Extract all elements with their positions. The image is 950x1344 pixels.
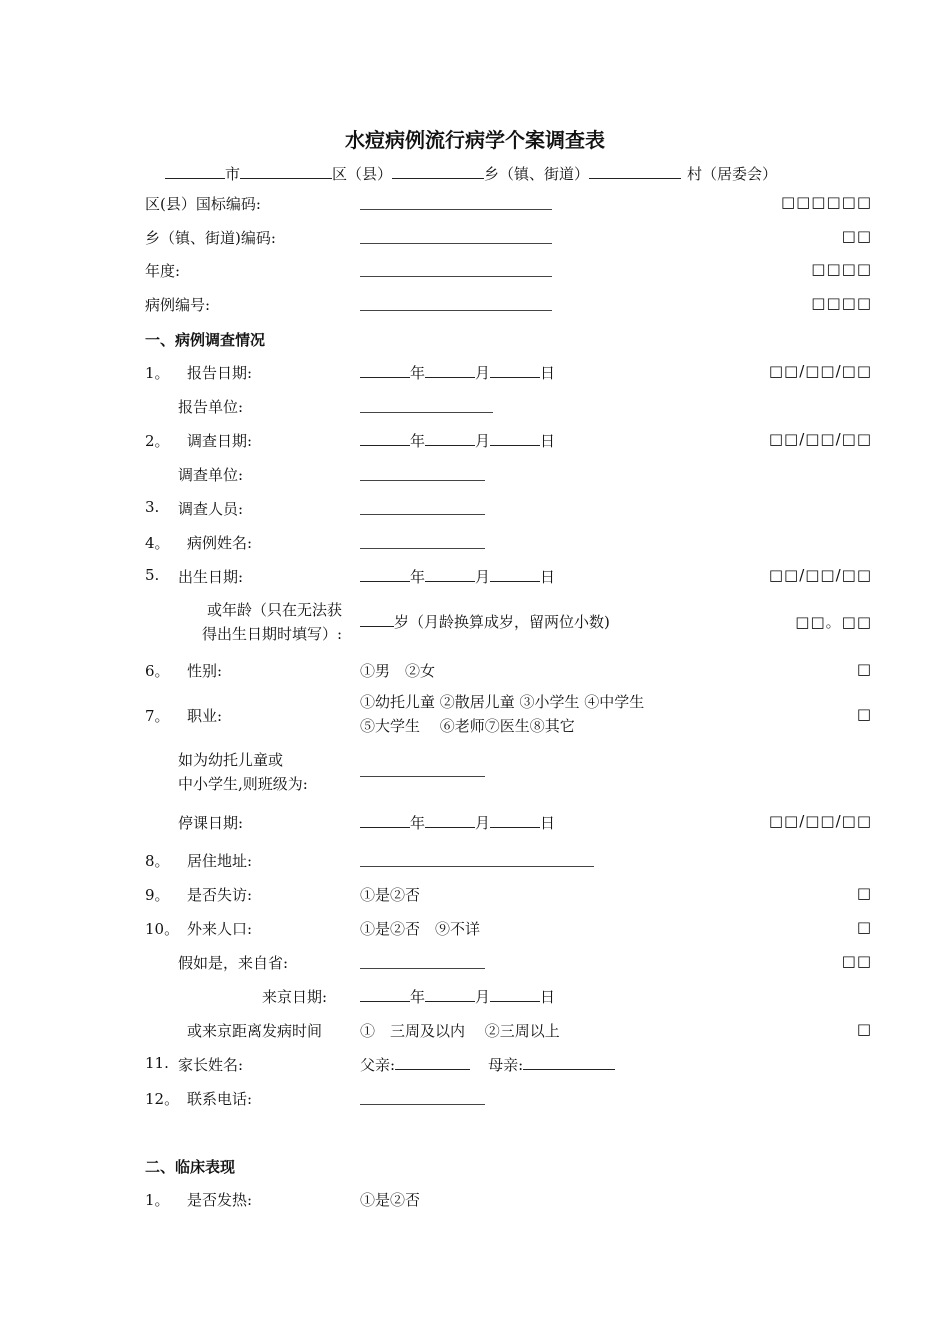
location-line bbox=[165, 163, 777, 184]
investigator-row bbox=[0, 498, 950, 520]
item-label: 来京日期: bbox=[262, 988, 328, 1006]
code-boxes[interactable]: □□□□□□ bbox=[780, 193, 872, 211]
item-label: 职业: bbox=[187, 707, 223, 725]
province-boxes[interactable]: □□ bbox=[841, 952, 872, 970]
item-number: 8。 bbox=[145, 852, 170, 870]
phone-field[interactable] bbox=[360, 1088, 485, 1105]
survey-date-row bbox=[0, 430, 950, 452]
age-boxes[interactable]: □□。□□ bbox=[795, 613, 872, 631]
birth-date-row bbox=[0, 566, 950, 588]
item-label: 或来京距离发病时间 bbox=[187, 1022, 323, 1040]
migrant-box[interactable]: □ bbox=[856, 918, 872, 936]
date-field[interactable]: 年 月 日 bbox=[360, 362, 555, 383]
code-boxes[interactable]: □□□□ bbox=[811, 294, 872, 312]
onset-interval-box[interactable]: □ bbox=[856, 1020, 872, 1038]
township-blank[interactable] bbox=[392, 163, 484, 179]
item-label: 是否发热: bbox=[187, 1191, 253, 1209]
migrant-row bbox=[0, 918, 950, 940]
onset-interval-options[interactable]: ① 三周及以内 ②三周以上 bbox=[360, 1022, 560, 1040]
section-case-investigation: 一、病例调查情况 bbox=[145, 331, 266, 349]
item-label: 假如是，来自省: bbox=[178, 954, 289, 972]
age-label: 或年龄（只在无法获 得出生日期时填写）: bbox=[201, 601, 342, 643]
date-boxes[interactable]: □□/□□/□□ bbox=[768, 362, 872, 380]
village-blank[interactable] bbox=[589, 163, 681, 179]
date-boxes[interactable]: □□/□□/□□ bbox=[768, 430, 872, 448]
item-label: 调查日期: bbox=[187, 432, 253, 450]
date-field[interactable]: 年 月 日 bbox=[360, 986, 555, 1007]
province-field[interactable] bbox=[360, 952, 485, 969]
section-clinical: 二、临床表现 bbox=[145, 1158, 236, 1176]
case-name-row bbox=[0, 532, 950, 554]
sex-options[interactable]: ①男 ②女 bbox=[360, 662, 436, 680]
occupation-box[interactable]: □ bbox=[856, 705, 872, 723]
city-label: 市 bbox=[225, 165, 241, 183]
page-title: 水痘病例流行病学个案调查表 bbox=[345, 128, 605, 152]
item-number: 6。 bbox=[145, 662, 170, 680]
lost-row bbox=[0, 884, 950, 906]
class-field[interactable] bbox=[360, 760, 485, 777]
lost-options[interactable]: ①是②否 bbox=[360, 886, 421, 904]
code-row-case-number bbox=[0, 294, 950, 316]
item-label: 家长姓名: bbox=[178, 1056, 244, 1074]
item-label: 性别: bbox=[187, 662, 223, 680]
fever-row bbox=[0, 1189, 950, 1211]
survey-unit-row bbox=[0, 464, 950, 486]
migrant-options[interactable]: ①是②否 ⑨不详 bbox=[360, 920, 481, 938]
province-row bbox=[0, 952, 950, 974]
date-field[interactable]: 年 月 日 bbox=[360, 430, 555, 451]
item-number: 4。 bbox=[145, 534, 170, 552]
report-unit-field[interactable] bbox=[360, 396, 493, 413]
arrive-date-row bbox=[0, 986, 950, 1008]
fever-options[interactable]: ①是②否 bbox=[360, 1191, 421, 1209]
item-label: 联系电话: bbox=[187, 1090, 253, 1108]
code-field[interactable] bbox=[360, 227, 552, 244]
occupation-row bbox=[0, 690, 950, 740]
code-row-year bbox=[0, 260, 950, 282]
age-row bbox=[0, 598, 950, 646]
address-field[interactable] bbox=[360, 850, 594, 867]
item-label: 居住地址: bbox=[187, 852, 253, 870]
code-boxes[interactable]: □□□□ bbox=[811, 260, 872, 278]
class-row bbox=[0, 748, 950, 798]
item-number: 2。 bbox=[145, 432, 170, 450]
item-number: 1。 bbox=[145, 1191, 170, 1209]
onset-interval-row bbox=[0, 1020, 950, 1042]
city-blank[interactable] bbox=[165, 163, 225, 179]
address-row bbox=[0, 850, 950, 872]
code-label: 乡（镇、街道)编码: bbox=[145, 229, 276, 247]
township-label: 乡（镇、街道） bbox=[484, 165, 590, 183]
survey-unit-field[interactable] bbox=[360, 464, 485, 481]
date-field[interactable]: 年 月 日 bbox=[360, 566, 555, 587]
suspend-date-row bbox=[0, 812, 950, 834]
code-label: 年度: bbox=[145, 262, 181, 280]
code-row-township bbox=[0, 227, 950, 249]
item-number: 11. bbox=[145, 1054, 169, 1072]
lost-box[interactable]: □ bbox=[856, 884, 872, 902]
investigator-field[interactable] bbox=[360, 498, 485, 515]
village-label: 村（居委会） bbox=[687, 165, 778, 183]
code-label: 病例编号: bbox=[145, 296, 211, 314]
code-label: 区(县）国标编码: bbox=[145, 195, 261, 213]
phone-row bbox=[0, 1088, 950, 1110]
date-boxes[interactable]: □□/□□/□□ bbox=[768, 812, 872, 830]
item-label: 出生日期: bbox=[178, 568, 244, 586]
code-row-district bbox=[0, 193, 950, 215]
item-number: 9。 bbox=[145, 886, 170, 904]
item-label: 调查单位: bbox=[178, 466, 244, 484]
item-label: 停课日期: bbox=[178, 814, 244, 832]
parents-field[interactable]: 父亲: 母亲: bbox=[360, 1054, 615, 1075]
code-field[interactable] bbox=[360, 193, 552, 210]
district-blank[interactable] bbox=[240, 163, 332, 179]
class-label: 如为幼托儿童或 中小学生,则班级为: bbox=[178, 751, 308, 793]
item-number: 3. bbox=[145, 498, 160, 516]
report-date-row bbox=[0, 362, 950, 384]
item-label: 报告单位: bbox=[178, 398, 244, 416]
sex-box[interactable]: □ bbox=[856, 660, 872, 678]
item-label: 病例姓名: bbox=[187, 534, 253, 552]
code-field[interactable] bbox=[360, 294, 552, 311]
district-label: 区（县） bbox=[332, 165, 393, 183]
code-field[interactable] bbox=[360, 260, 552, 277]
date-boxes[interactable]: □□/□□/□□ bbox=[768, 566, 872, 584]
item-number: 12。 bbox=[145, 1090, 180, 1108]
date-field[interactable]: 年 月 日 bbox=[360, 812, 555, 833]
age-field[interactable]: 岁（月龄换算成岁，留两位小数) bbox=[360, 611, 610, 632]
item-label: 报告日期: bbox=[187, 364, 253, 382]
item-number: 1。 bbox=[145, 364, 170, 382]
item-label: 调查人员: bbox=[178, 500, 244, 518]
report-unit-row bbox=[0, 396, 950, 418]
item-label: 是否失访: bbox=[187, 886, 253, 904]
item-number: 5. bbox=[145, 566, 160, 584]
occupation-options[interactable]: ①幼托儿童 ②散居儿童 ③小学生 ④中学生 ⑤大学生 ⑥老师⑦医生⑧其它 bbox=[360, 693, 645, 735]
item-label: 外来人口: bbox=[187, 920, 253, 938]
item-number: 7。 bbox=[145, 707, 170, 725]
code-boxes[interactable]: □□ bbox=[841, 227, 872, 245]
item-number: 10。 bbox=[145, 920, 180, 938]
parents-row bbox=[0, 1054, 950, 1076]
case-name-field[interactable] bbox=[360, 532, 485, 549]
sex-row bbox=[0, 660, 950, 682]
